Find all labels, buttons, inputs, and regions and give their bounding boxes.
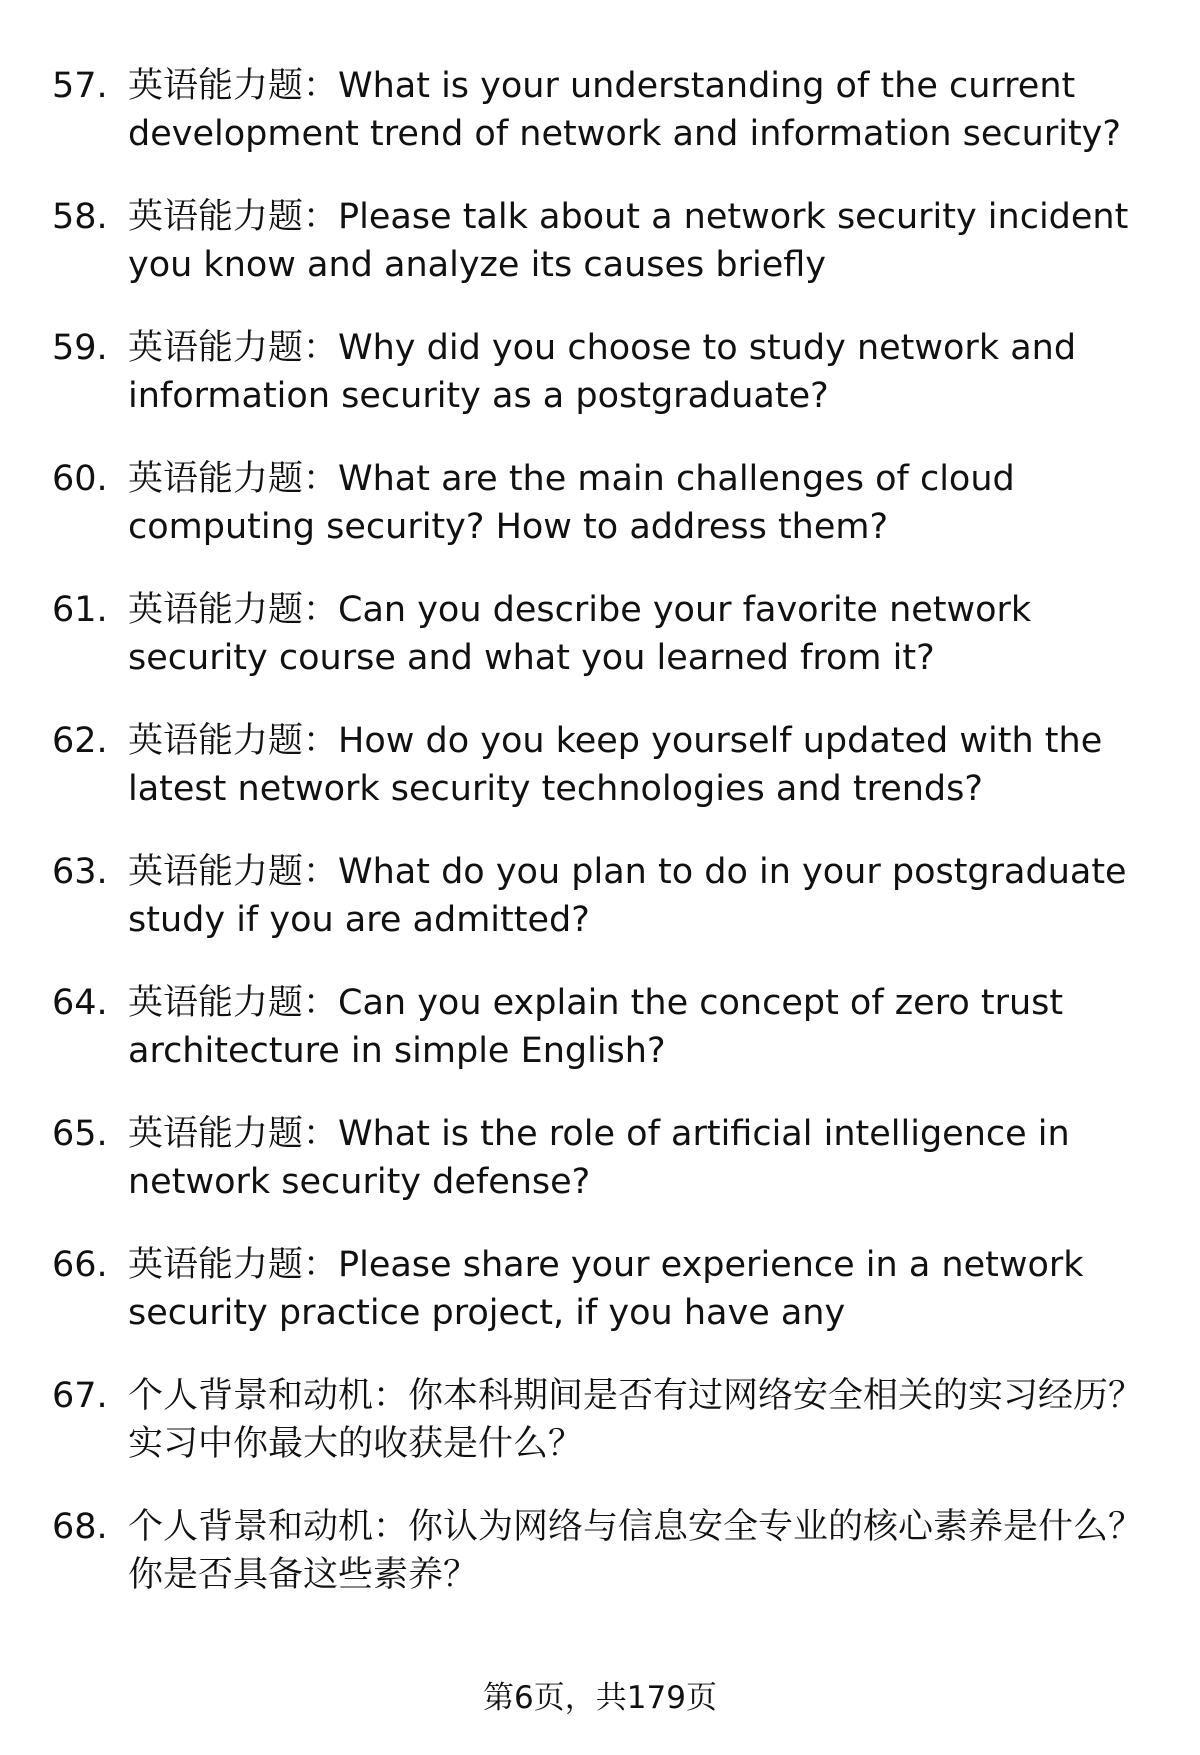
question-item (52, 586, 1162, 717)
question-item (52, 62, 1162, 193)
question-number: 64. (52, 983, 108, 1023)
question-text: 英语能力题：Can you explain the concept of zero trust architecture in simple English? (128, 983, 1064, 1071)
question-number: 63. (52, 852, 108, 892)
question-number: 59. (52, 328, 108, 368)
question-text: 英语能力题：What is your understanding of the current development trend of network and information security? (128, 66, 1121, 154)
question-item (52, 193, 1162, 324)
question-item (52, 455, 1162, 586)
question-item (52, 1503, 1162, 1634)
question-number: 68. (52, 1507, 108, 1547)
question-text: 英语能力题：Why did you choose to study network and information security as a postgraduate? (128, 328, 1077, 416)
question-text: 英语能力题：Please talk about a network security incident you know and analyze its causes briefly (128, 197, 1129, 285)
page-footer: 第6页，共179页 (483, 1680, 717, 1716)
question-number: 67. (52, 1376, 108, 1416)
question-number: 58. (52, 197, 108, 237)
question-item (52, 717, 1162, 848)
question-number: 57. (52, 66, 108, 106)
question-text: 英语能力题：What are the main challenges of cloud computing security? How to address them? (128, 459, 1015, 547)
question-item (52, 1110, 1162, 1241)
question-list (52, 62, 1162, 1634)
question-text: 英语能力题：How do you keep yourself updated with the latest network security technologies and trends? (128, 721, 1103, 809)
question-text: 个人背景和动机：你本科期间是否有过网络安全相关的实习经历？实习中你最大的收获是什么？ (128, 1376, 1144, 1464)
question-text: 英语能力题：What do you plan to do in your postgraduate study if you are admitted? (128, 852, 1127, 940)
question-item (52, 848, 1162, 979)
question-number: 65. (52, 1114, 108, 1154)
question-item (52, 979, 1162, 1110)
question-item (52, 1372, 1162, 1503)
question-item (52, 324, 1162, 455)
question-item (52, 1241, 1162, 1372)
question-number: 61. (52, 590, 108, 630)
question-text: 英语能力题：Please share your experience in a network security practice project, if you have any (128, 1245, 1084, 1333)
question-number: 66. (52, 1245, 108, 1285)
question-number: 60. (52, 459, 108, 499)
question-text: 英语能力题：What is the role of artificial intelligence in network security defense? (128, 1114, 1070, 1202)
question-number: 62. (52, 721, 108, 761)
question-text: 英语能力题：Can you describe your favorite network security course and what you learned from it? (128, 590, 1032, 678)
question-text: 个人背景和动机：你认为网络与信息安全专业的核心素养是什么？你是否具备这些素养？ (128, 1507, 1144, 1595)
